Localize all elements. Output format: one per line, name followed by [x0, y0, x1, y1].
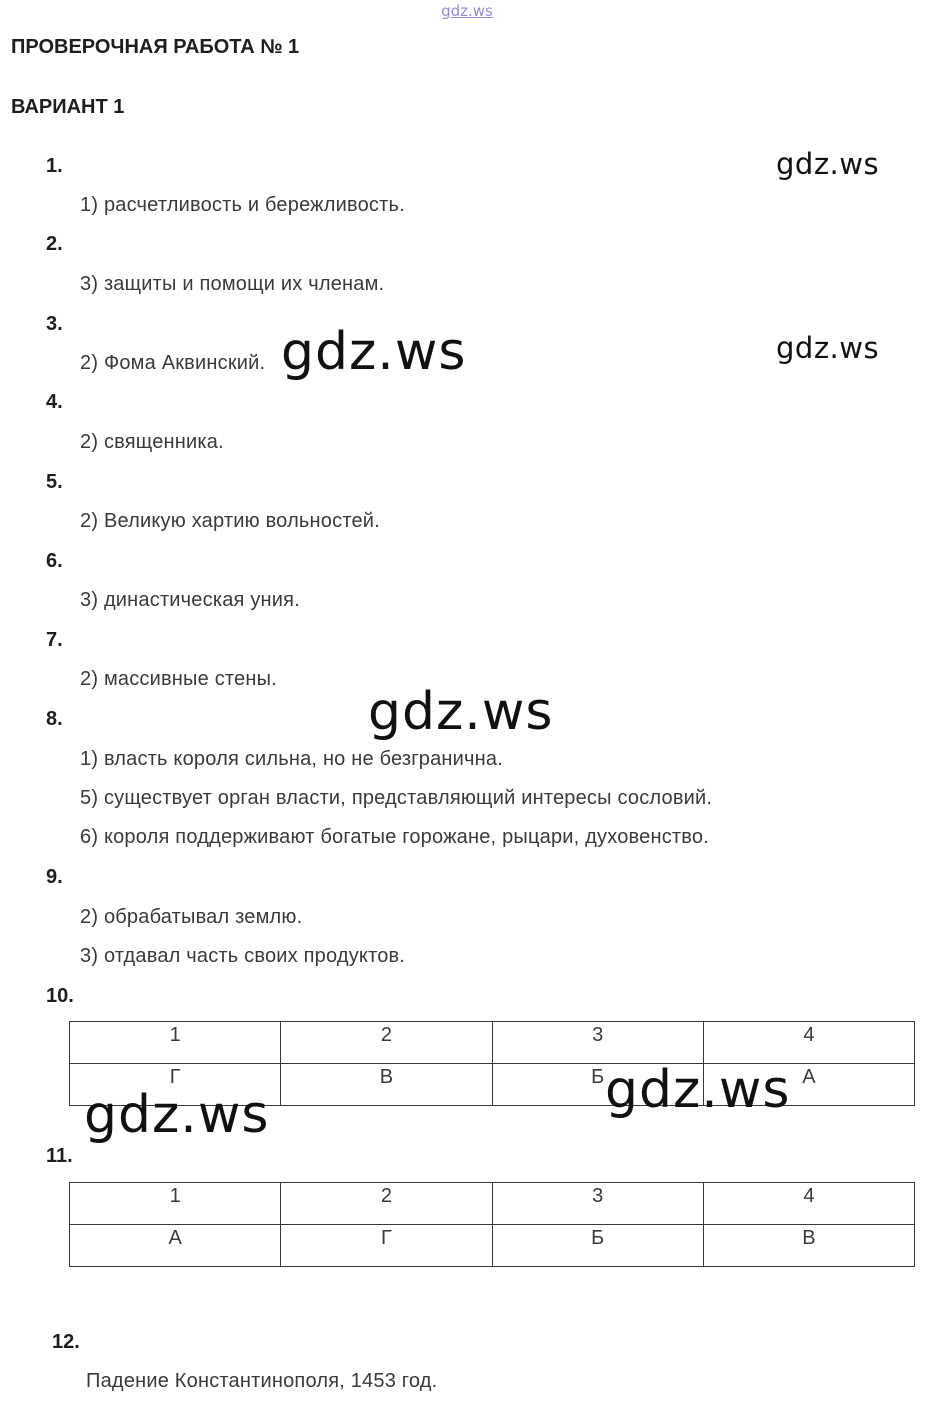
- page-title: ПРОВЕРОЧНАЯ РАБОТА № 1: [11, 36, 300, 58]
- table-cell: 3: [492, 1183, 703, 1225]
- table-row: [70, 1225, 915, 1267]
- question-number: 8.: [46, 708, 63, 730]
- question-number: 10.: [46, 985, 74, 1007]
- answer-line: 3) династическая уния.: [80, 589, 300, 611]
- table-cell: Г: [281, 1225, 492, 1267]
- table-cell: 1: [70, 1022, 281, 1064]
- answer-line: 3) защиты и помощи их членам.: [80, 273, 385, 295]
- table-cell: 3: [492, 1022, 703, 1064]
- table-cell: 4: [703, 1183, 914, 1225]
- answer-line: 2) Великую хартию вольностей.: [80, 510, 380, 532]
- answer-line: 2) массивные стены.: [80, 668, 277, 690]
- answer-line: 1) власть короля сильна, но не безгранична.: [80, 748, 503, 770]
- watermark: gdz.ws: [605, 1060, 791, 1120]
- answer-line: Падение Константинополя, 1453 год.: [86, 1370, 438, 1392]
- table-cell: 4: [703, 1022, 914, 1064]
- table-cell: А: [703, 1064, 914, 1106]
- table-cell: 1: [70, 1183, 281, 1225]
- table-header-row: [70, 1022, 915, 1064]
- table-cell: А: [70, 1225, 281, 1267]
- answer-table: [69, 1182, 915, 1267]
- question-number: 5.: [46, 471, 63, 493]
- variant-heading: ВАРИАНТ 1: [11, 96, 125, 118]
- question-number: 3.: [46, 313, 63, 335]
- answer-line: 3) отдавал часть своих продуктов.: [80, 945, 406, 967]
- table-cell: 2: [281, 1022, 492, 1064]
- watermark: gdz.ws: [84, 1085, 270, 1145]
- watermark: gdz.ws: [281, 322, 467, 382]
- answer-line: 5) существует орган власти, представляющий интересы сословий.: [80, 787, 713, 809]
- question-number: 1.: [46, 155, 63, 177]
- watermark-top[interactable]: gdz.ws: [441, 2, 493, 20]
- table-header-row: [70, 1183, 915, 1225]
- table-cell: В: [281, 1064, 492, 1106]
- question-number: 6.: [46, 550, 63, 572]
- answer-line: 2) Фома Аквинский.: [80, 352, 266, 374]
- watermark: gdz.ws: [776, 147, 880, 181]
- table-cell: Г: [70, 1064, 281, 1106]
- answer-line: 2) священника.: [80, 431, 224, 453]
- table-cell: 2: [281, 1183, 492, 1225]
- watermark: gdz.ws: [368, 682, 554, 742]
- answer-line: 2) обрабатывал землю.: [80, 906, 303, 928]
- watermark: gdz.ws: [776, 331, 880, 365]
- answer-line: 6) короля поддерживают богатые горожане, рыцари, духовенство.: [80, 826, 709, 848]
- question-number: 11.: [46, 1145, 73, 1167]
- answer-line: 1) расчетливость и бережливость.: [80, 194, 405, 216]
- question-number: 9.: [46, 866, 63, 888]
- question-number: 12.: [52, 1331, 80, 1353]
- table-cell: Б: [492, 1064, 703, 1106]
- question-number: 4.: [46, 391, 63, 413]
- table-cell: Б: [492, 1225, 703, 1267]
- table-cell: В: [703, 1225, 914, 1267]
- question-number: 7.: [46, 629, 63, 651]
- question-number: 2.: [46, 233, 63, 255]
